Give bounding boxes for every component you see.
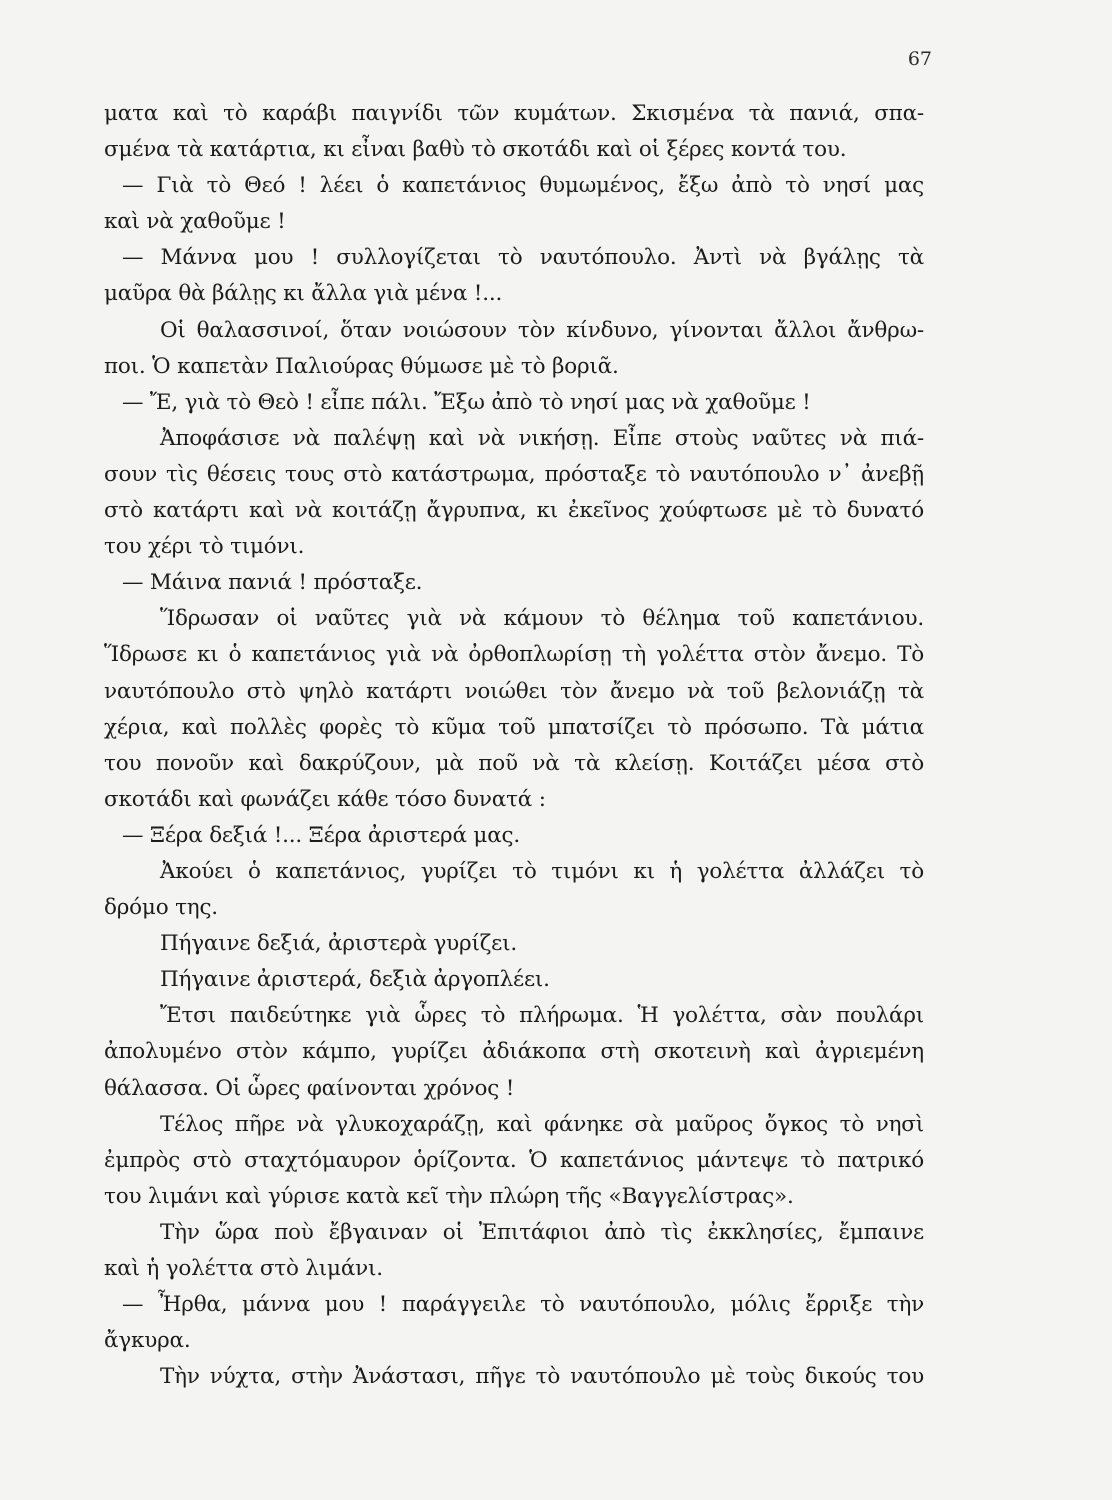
text-line: ναυτόπουλο στὸ ψηλὸ κατάρτι νοιώθει τὸν ἄνεμο νὰ τοῦ βελονιάζῃ τὰ [104, 678, 924, 704]
text-line: του χέρι τὸ τιμόνι. [104, 534, 305, 560]
text-line: Τὴν ὥρα ποὺ ἔβγαιναν οἱ Ἐπιτάφιοι ἀπὸ τὶς ἐκκλησίες, ἔμπαινε [160, 1219, 924, 1245]
text-line: Ἵδρωσαν οἱ ναῦτες γιὰ νὰ κάμουν τὸ θέλημα τοῦ καπετάνιου. [160, 606, 924, 632]
text-line: ποι. Ὁ καπετὰν Παλιούρας θύμωσε μὲ τὸ βοριᾶ. [104, 353, 619, 379]
text-line: του λιμάνι καὶ γύρισε κατὰ κεῖ τὴν πλώρη τῆς «Βαγγελίστρας». [104, 1183, 794, 1209]
text-line: Ἔτσι παιδεύτηκε γιὰ ὧρες τὸ πλήρωμα. Ἡ γολέττα, σὰν πουλάρι [160, 1003, 924, 1029]
text-line: ἐμπρὸς στὸ σταχτόμαυρον ὁρίζοντα. Ὁ καπετάνιος μάντεψε τὸ πατρικό [104, 1147, 924, 1173]
text-line: Πήγαινε δεξιά, ἀριστερὰ γυρίζει. [160, 931, 517, 957]
text-line: ἄγκυρα. [104, 1328, 191, 1354]
text-line: Πήγαινε ἀριστερά, δεξιὰ ἀργοπλέει. [160, 967, 550, 993]
text-line: Τὴν νύχτα, στὴν Ἀνάστασι, πῆγε τὸ ναυτόπουλο μὲ τοὺς δικούς του [160, 1364, 924, 1390]
text-line: — Μάννα μου ! συλλογίζεται τὸ ναυτόπουλο. Ἀντὶ νὰ βγάλῃς τὰ [122, 245, 924, 271]
text-line: Ἵδρωσε κι ὁ καπετάνιος γιὰ νὰ ὀρθοπλωρίσῃ τὴ γολέττα στὸν ἄνεμο. Τὸ [104, 642, 924, 668]
text-line: στὸ κατάρτι καὶ νὰ κοιτάζῃ ἄγρυπνα, κι ἐκεῖνος χούφτωσε μὲ τὸ δυνατό [104, 498, 924, 524]
text-line: — Γιὰ τὸ Θεό ! λέει ὁ καπετάνιος θυμωμένος, ἔξω ἀπὸ τὸ νησί μας [122, 173, 924, 199]
text-line: σουν τὶς θέσεις τους στὸ κατάστρωμα, πρόσταξε τὸ ναυτόπουλο ν᾿ ἀνεβῇ [104, 461, 924, 487]
body-text [104, 96, 924, 1395]
text-line: σμένα τὰ κατάρτια, κι εἶναι βαθὺ τὸ σκοτάδι καὶ οἱ ξέρες κοντά του. [104, 137, 847, 163]
text-line: ἀπολυμένο στὸν κάμπο, γυρίζει ἀδιάκοπα στὴ σκοτεινὴ καὶ ἀγριεμένη [104, 1039, 924, 1065]
text-line: Ἀκούει ὁ καπετάνιος, γυρίζει τὸ τιμόνι κι ἡ γολέττα ἀλλάζει τὸ [160, 858, 924, 884]
text-line: Ἀποφάσισε νὰ παλέψῃ καὶ νὰ νικήσῃ. Εἶπε στοὺς ναῦτες νὰ πιά- [160, 425, 924, 451]
text-line: — Ἦρθα, μάννα μου ! παράγγειλε τὸ ναυτόπουλο, μόλις ἔρριξε τὴν [122, 1292, 924, 1318]
text-line: — Ἔ, γιὰ τὸ Θεὸ ! εἶπε πάλι. Ἔξω ἀπὸ τὸ νησί μας νὰ χαθοῦμε ! [122, 389, 811, 415]
text-line: Τέλος πῆρε νὰ γλυκοχαράζῃ, καὶ φάνηκε σὰ μαῦρος ὄγκος τὸ νησὶ [160, 1111, 924, 1137]
text-line: καὶ νὰ χαθοῦμε ! [104, 209, 286, 235]
text-line: — Ξέρα δεξιά !... Ξέρα ἀριστερά μας. [122, 822, 520, 848]
text-line: ματα καὶ τὸ καράβι παιγνίδι τῶν κυμάτων. Σκισμένα τὰ πανιά, σπα- [104, 101, 924, 126]
text-line: Οἱ θαλασσινοί, ὅταν νοιώσουν τὸν κίνδυνο, γίνονται ἄλλοι ἄνθρω- [160, 317, 924, 343]
text-line: δρόμο της. [104, 895, 218, 921]
text-line: καὶ ἡ γολέττα στὸ λιμάνι. [104, 1256, 383, 1281]
text-line: σκοτάδι καὶ φωνάζει κάθε τόσο δυνατά : [104, 786, 546, 812]
text-line: χέρια, καὶ πολλὲς φορὲς τὸ κῦμα τοῦ μπατσίζει τὸ πρόσωπο. Τὰ μάτια [104, 714, 924, 740]
text-line: μαῦρα θὰ βάλῃς κι ἄλλα γιὰ μένα !... [104, 281, 503, 307]
page-number: 67 [907, 48, 932, 70]
text-line: — Μάινα πανιά ! πρόσταξε. [122, 570, 423, 596]
text-line: θάλασσα. Οἱ ὧρες φαίνονται χρόνος ! [104, 1075, 515, 1101]
text-line: του πονοῦν καὶ δακρύζουν, μὰ ποῦ νὰ τὰ κλείσῃ. Κοιτάζει μέσα στὸ [104, 750, 924, 776]
